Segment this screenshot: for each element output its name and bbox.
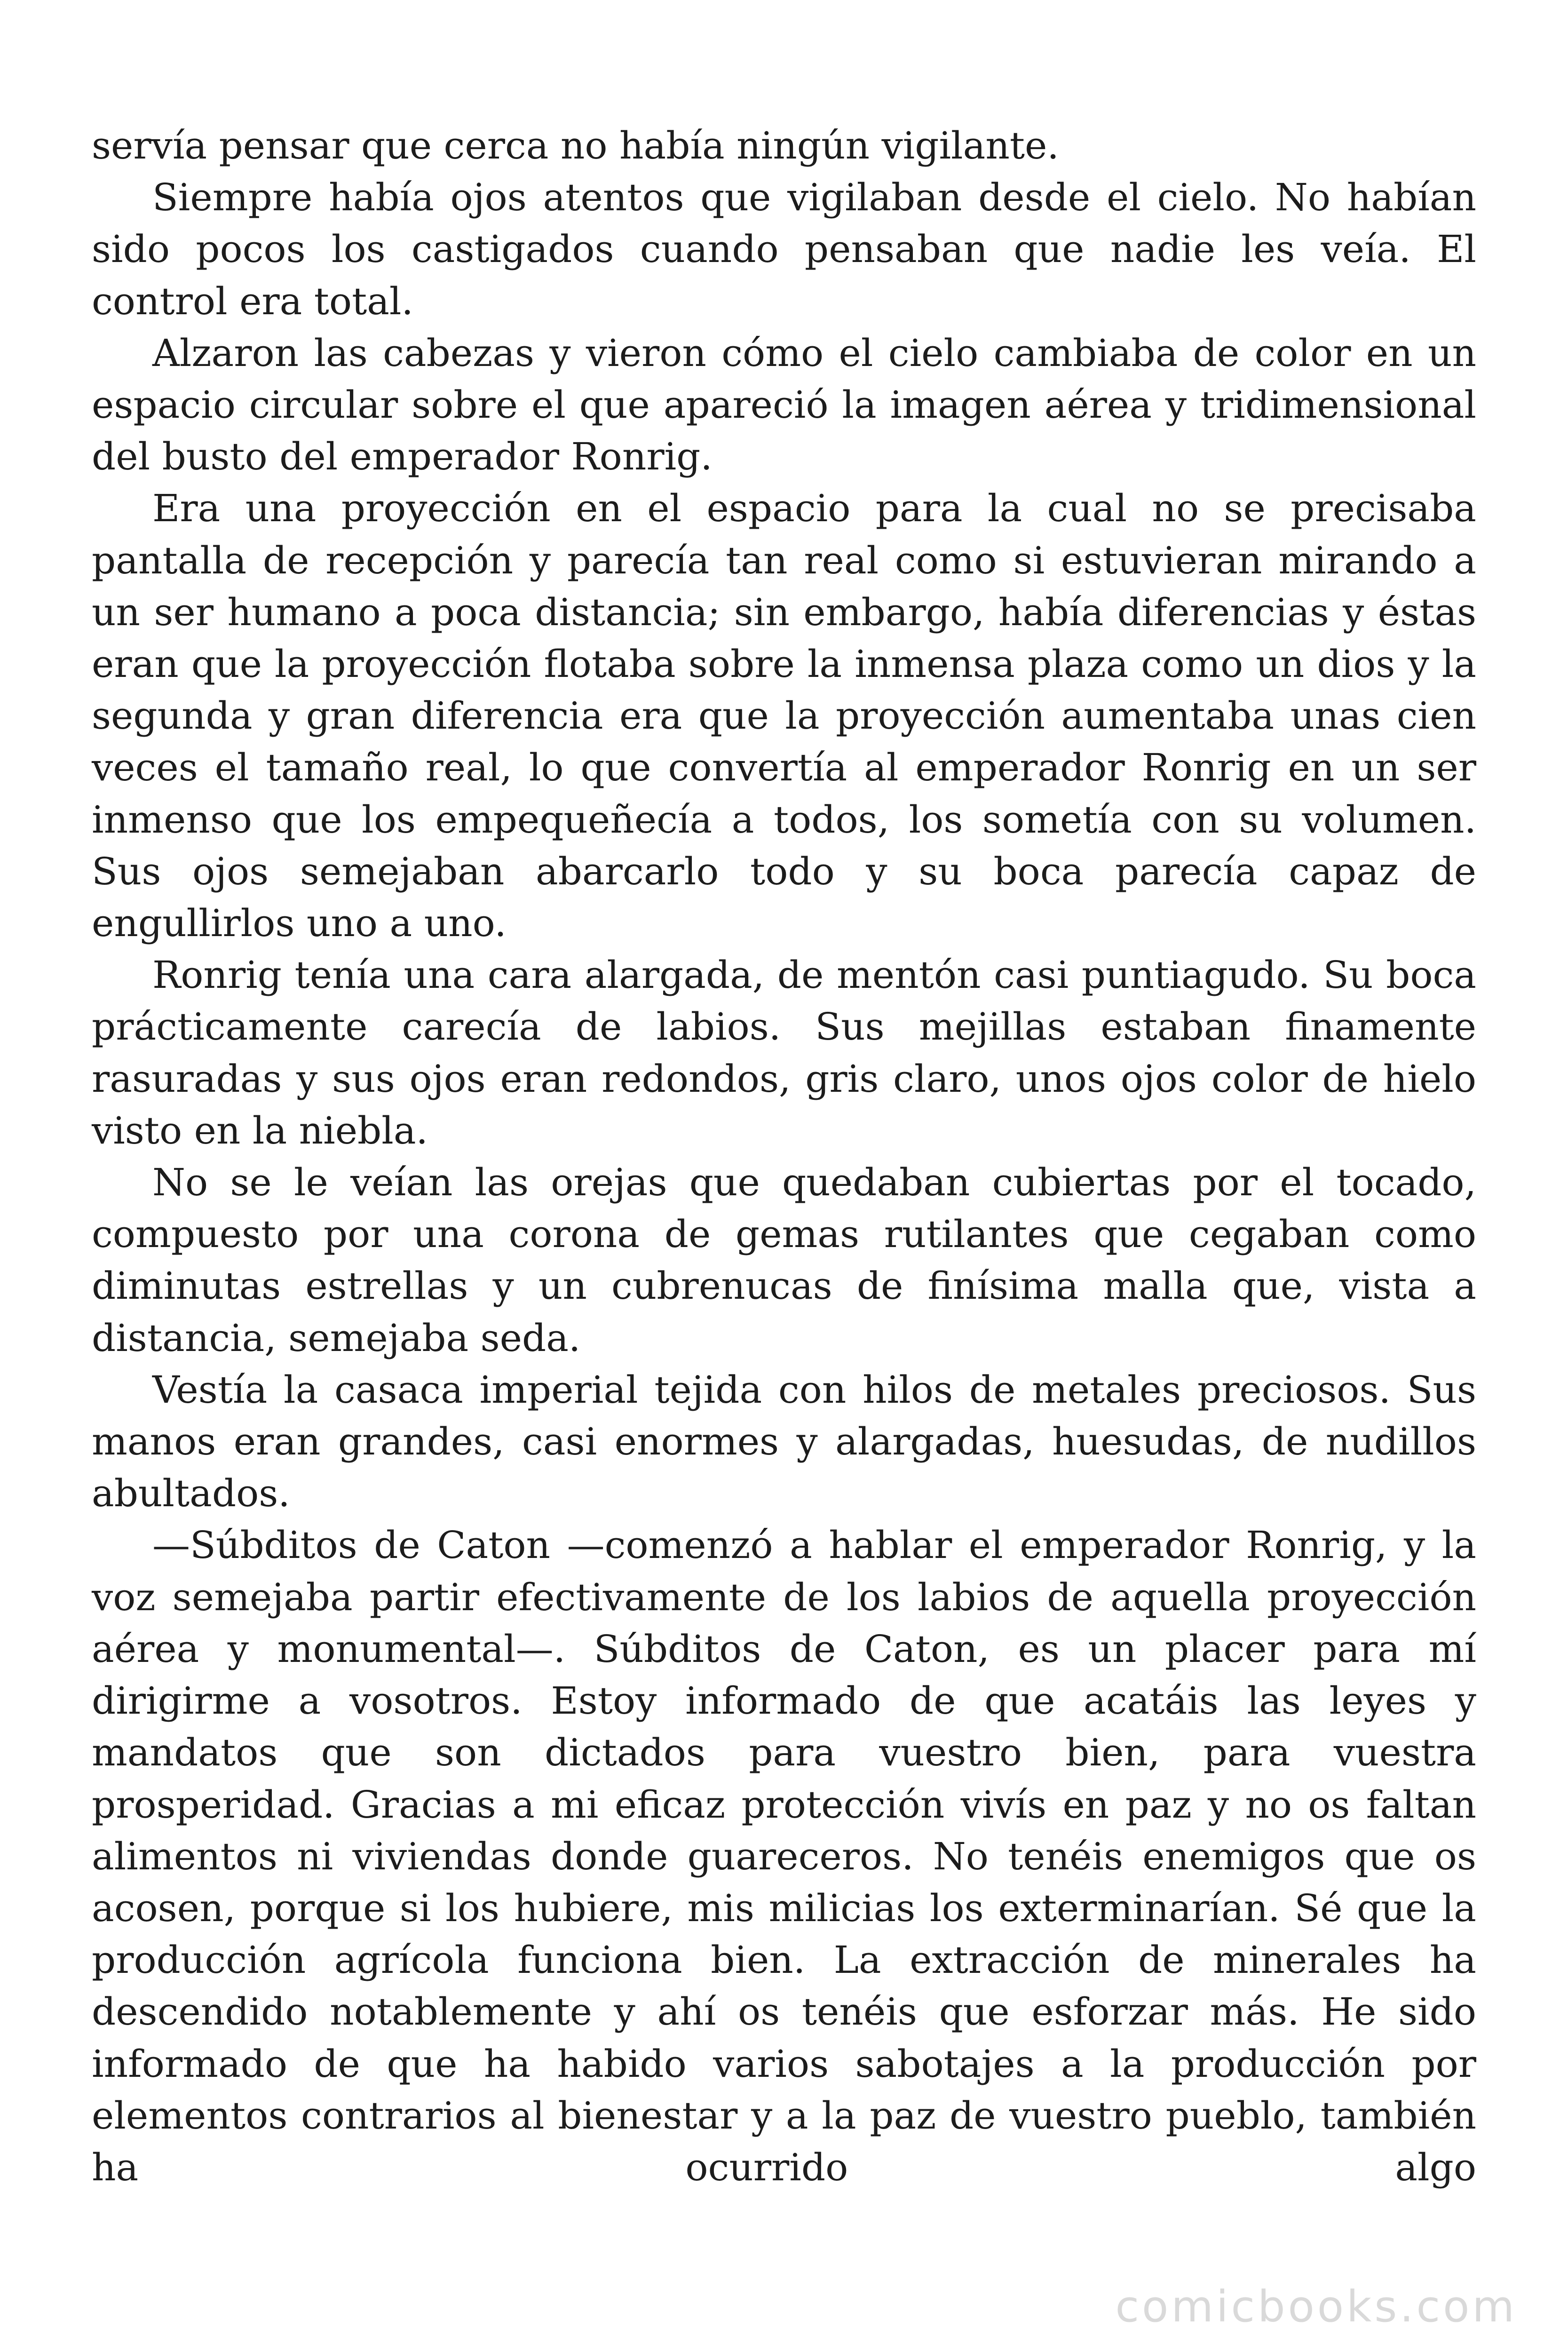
watermark: comicbooks.com (1115, 2281, 1517, 2332)
paragraph-7: Vestía la casaca imperial tejida con hilos de metales preciosos. Sus manos eran grandes, casi enormes y alargadas, huesudas, de nudillos abultados. (92, 1367, 1476, 1516)
paragraph-3: Alzaron las cabezas y vieron cómo el cielo cambiaba de color en un espacio circular sobre el que apareció la imagen aérea y tridimensional del busto del emperador Ronrig. (92, 331, 1476, 479)
paragraph-5: Ronrig tenía una cara alargada, de mentón casi puntiagudo. Su boca prácticamente carecía de labios. Sus mejillas estaban finamente rasuradas y sus ojos eran redondos, gris claro, unos ojos color de hielo visto en la niebla. (92, 953, 1476, 1152)
paragraph-6: No se le veían las orejas que quedaban cubiertas por el tocado, compuesto por una corona de gemas rutilantes que cegaban como diminutas estrellas y un cubrenucas de finísima malla que, vista a distancia, semejaba seda. (92, 1160, 1476, 1360)
paragraph-8: —Súbditos de Caton —comenzó a hablar el emperador Ronrig, y la voz semejaba partir efectivamente de los labios de aquella proyección aérea y monumental—. Súbditos de Caton, es un placer para mí dirigirme a vosotros. Estoy informado de que acatáis las leyes y mandatos que son dictados para vuestro bien, para vuestra prosperidad. Gracias a mi eficaz protección vivís en paz y no os faltan alimentos ni viviendas donde guareceros. No tenéis enemigos que os acosen, porque si los hubiere, mis milicias los exterminarían. Sé que la producción agrícola funciona bien. La extracción de minerales ha descendido notablemente y ahí os tenéis que esforzar más. He sido informado de que ha habido varios sabotajes a la producción por elementos contrarios al bienestar y a la paz de vuestro pueblo, también ha ocurrido algo (92, 1523, 1476, 2189)
paragraph-1: servía pensar que cerca no había ningún vigilante. (92, 124, 1059, 167)
paragraph-4: Era una proyección en el espacio para la cual no se precisaba pantalla de recepción y parecía tan real como si estuvieran mirando a un ser humano a poca distancia; sin embargo, había diferencias y éstas eran que la proyección flotaba sobre la inmensa plaza como un dios y la segunda y gran diferencia era que la proyección aumentaba unas cien veces el tamaño real, lo que convertía al emperador Ronrig en un ser inmenso que los empequeñecía a todos, los sometía con su volumen. Sus ojos semejaban abarcarlo todo y su boca parecía capaz de engullirlos uno a uno. (92, 486, 1476, 946)
paragraph-2: Siempre había ojos atentos que vigilaban desde el cielo. No habían sido pocos los castigados cuando pensaban que nadie les veía. El control era total. (92, 175, 1476, 323)
page-body (92, 120, 1476, 2193)
